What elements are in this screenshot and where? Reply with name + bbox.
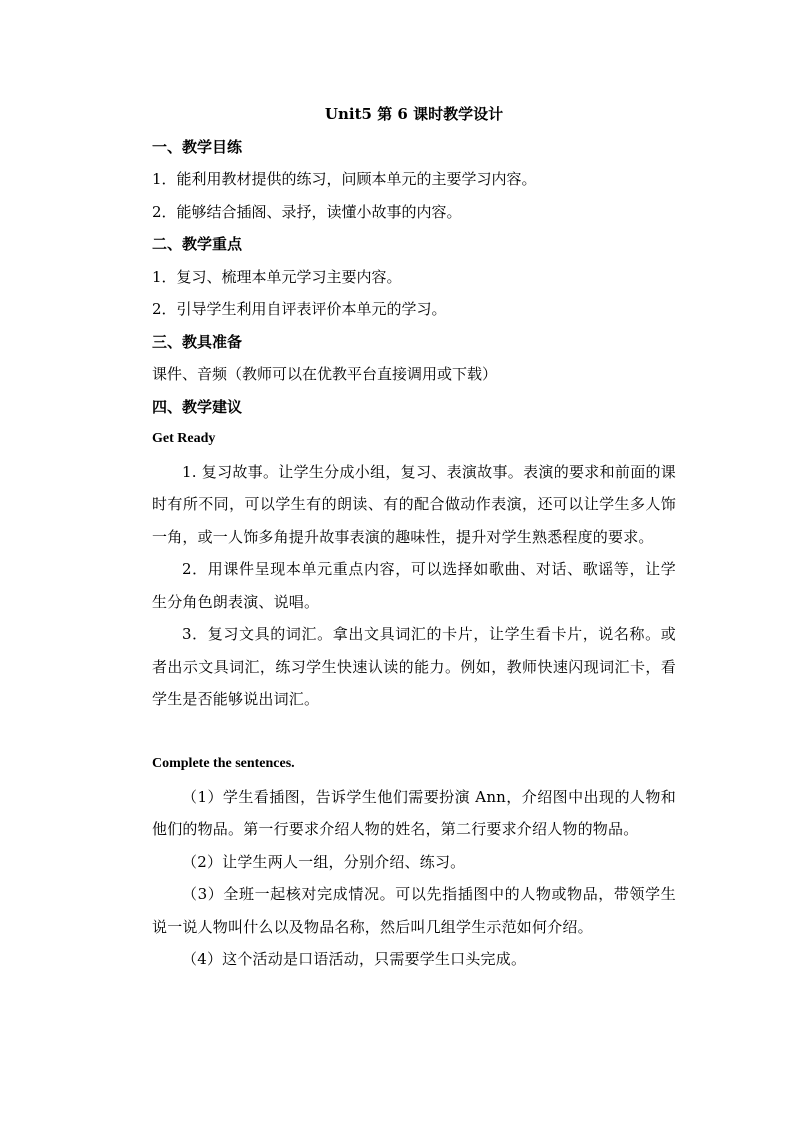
materials-text: 课件、音频（教师可以在优教平台直接调用或下载） xyxy=(152,365,498,383)
get-ready-paragraph-1: 1. 复习故事。让学生分成小组，复习、表演故事。表演的要求和前面的课时有所不同，可以学生有的朗读、有的配合做动作表演，还可以让学生多人饰一角，或一人饰多角提升故事表演的趣味性，提升对学生熟悉程度的要求。 xyxy=(152,462,676,546)
complete-paragraph-2: （2）让学生两人一组，分别介绍、练习。 xyxy=(182,852,466,871)
section-heading-focus: 二、教学重点 xyxy=(152,235,243,253)
get-ready-paragraph-2: 2．用课件呈现本单元重点内容，可以选择如歌曲、对话、歌谣等，让学生分角色朗表演、说唱。 xyxy=(152,560,676,611)
section-heading-goals: 一、教学目练 xyxy=(152,137,243,156)
goal-item-1: 1．能利用教材提供的练习，问顾本单元的主要学习内容。 xyxy=(152,170,537,188)
goal-item-2: 2．能够结合插阁、录抒，读懂小故事的内容。 xyxy=(152,202,462,221)
get-ready-paragraph-3: 3．复习文具的词汇。拿出文具词汇的卡片，让学生看卡片，说名称。或者出示文具词汇，练习学生快速认读的能力。例如，教师快速闪现词汇卡，看学生是否能够说出词汇。 xyxy=(152,625,676,708)
complete-paragraph-3: （3）全班一起核对完成情况。可以先指插图中的人物或物品，带领学生说一说人物叫什么以及物品名称，然后叫几组学生示范如何介绍。 xyxy=(152,885,676,936)
document-page xyxy=(152,98,676,976)
section-heading-materials: 三、教具准备 xyxy=(152,332,243,351)
complete-paragraph-1: （1）学生看插图，告诉学生他们需要扮演 Ann，介绍图中出现的人物和他们的物品。第一行要求介绍人物的姓名，第二行要求介绍人物的物品。 xyxy=(152,787,676,838)
subsection-get-ready: Get Ready xyxy=(152,431,216,446)
section-heading-suggestions: 四、教学建议 xyxy=(152,397,243,416)
focus-item-1: 1．复习、梳理本单元学习主要内容。 xyxy=(152,267,402,286)
complete-paragraph-4: （4）这个活动是口语活动，只需要学生口头完成。 xyxy=(182,950,527,968)
subsection-complete-sentences: Complete the sentences. xyxy=(152,756,295,771)
page-title: Unit5 第 6 课时教学设计 xyxy=(324,105,504,123)
blank-line xyxy=(152,716,676,749)
focus-item-2: 2．引导学生利用自评表评价本单元的学习。 xyxy=(152,300,447,318)
